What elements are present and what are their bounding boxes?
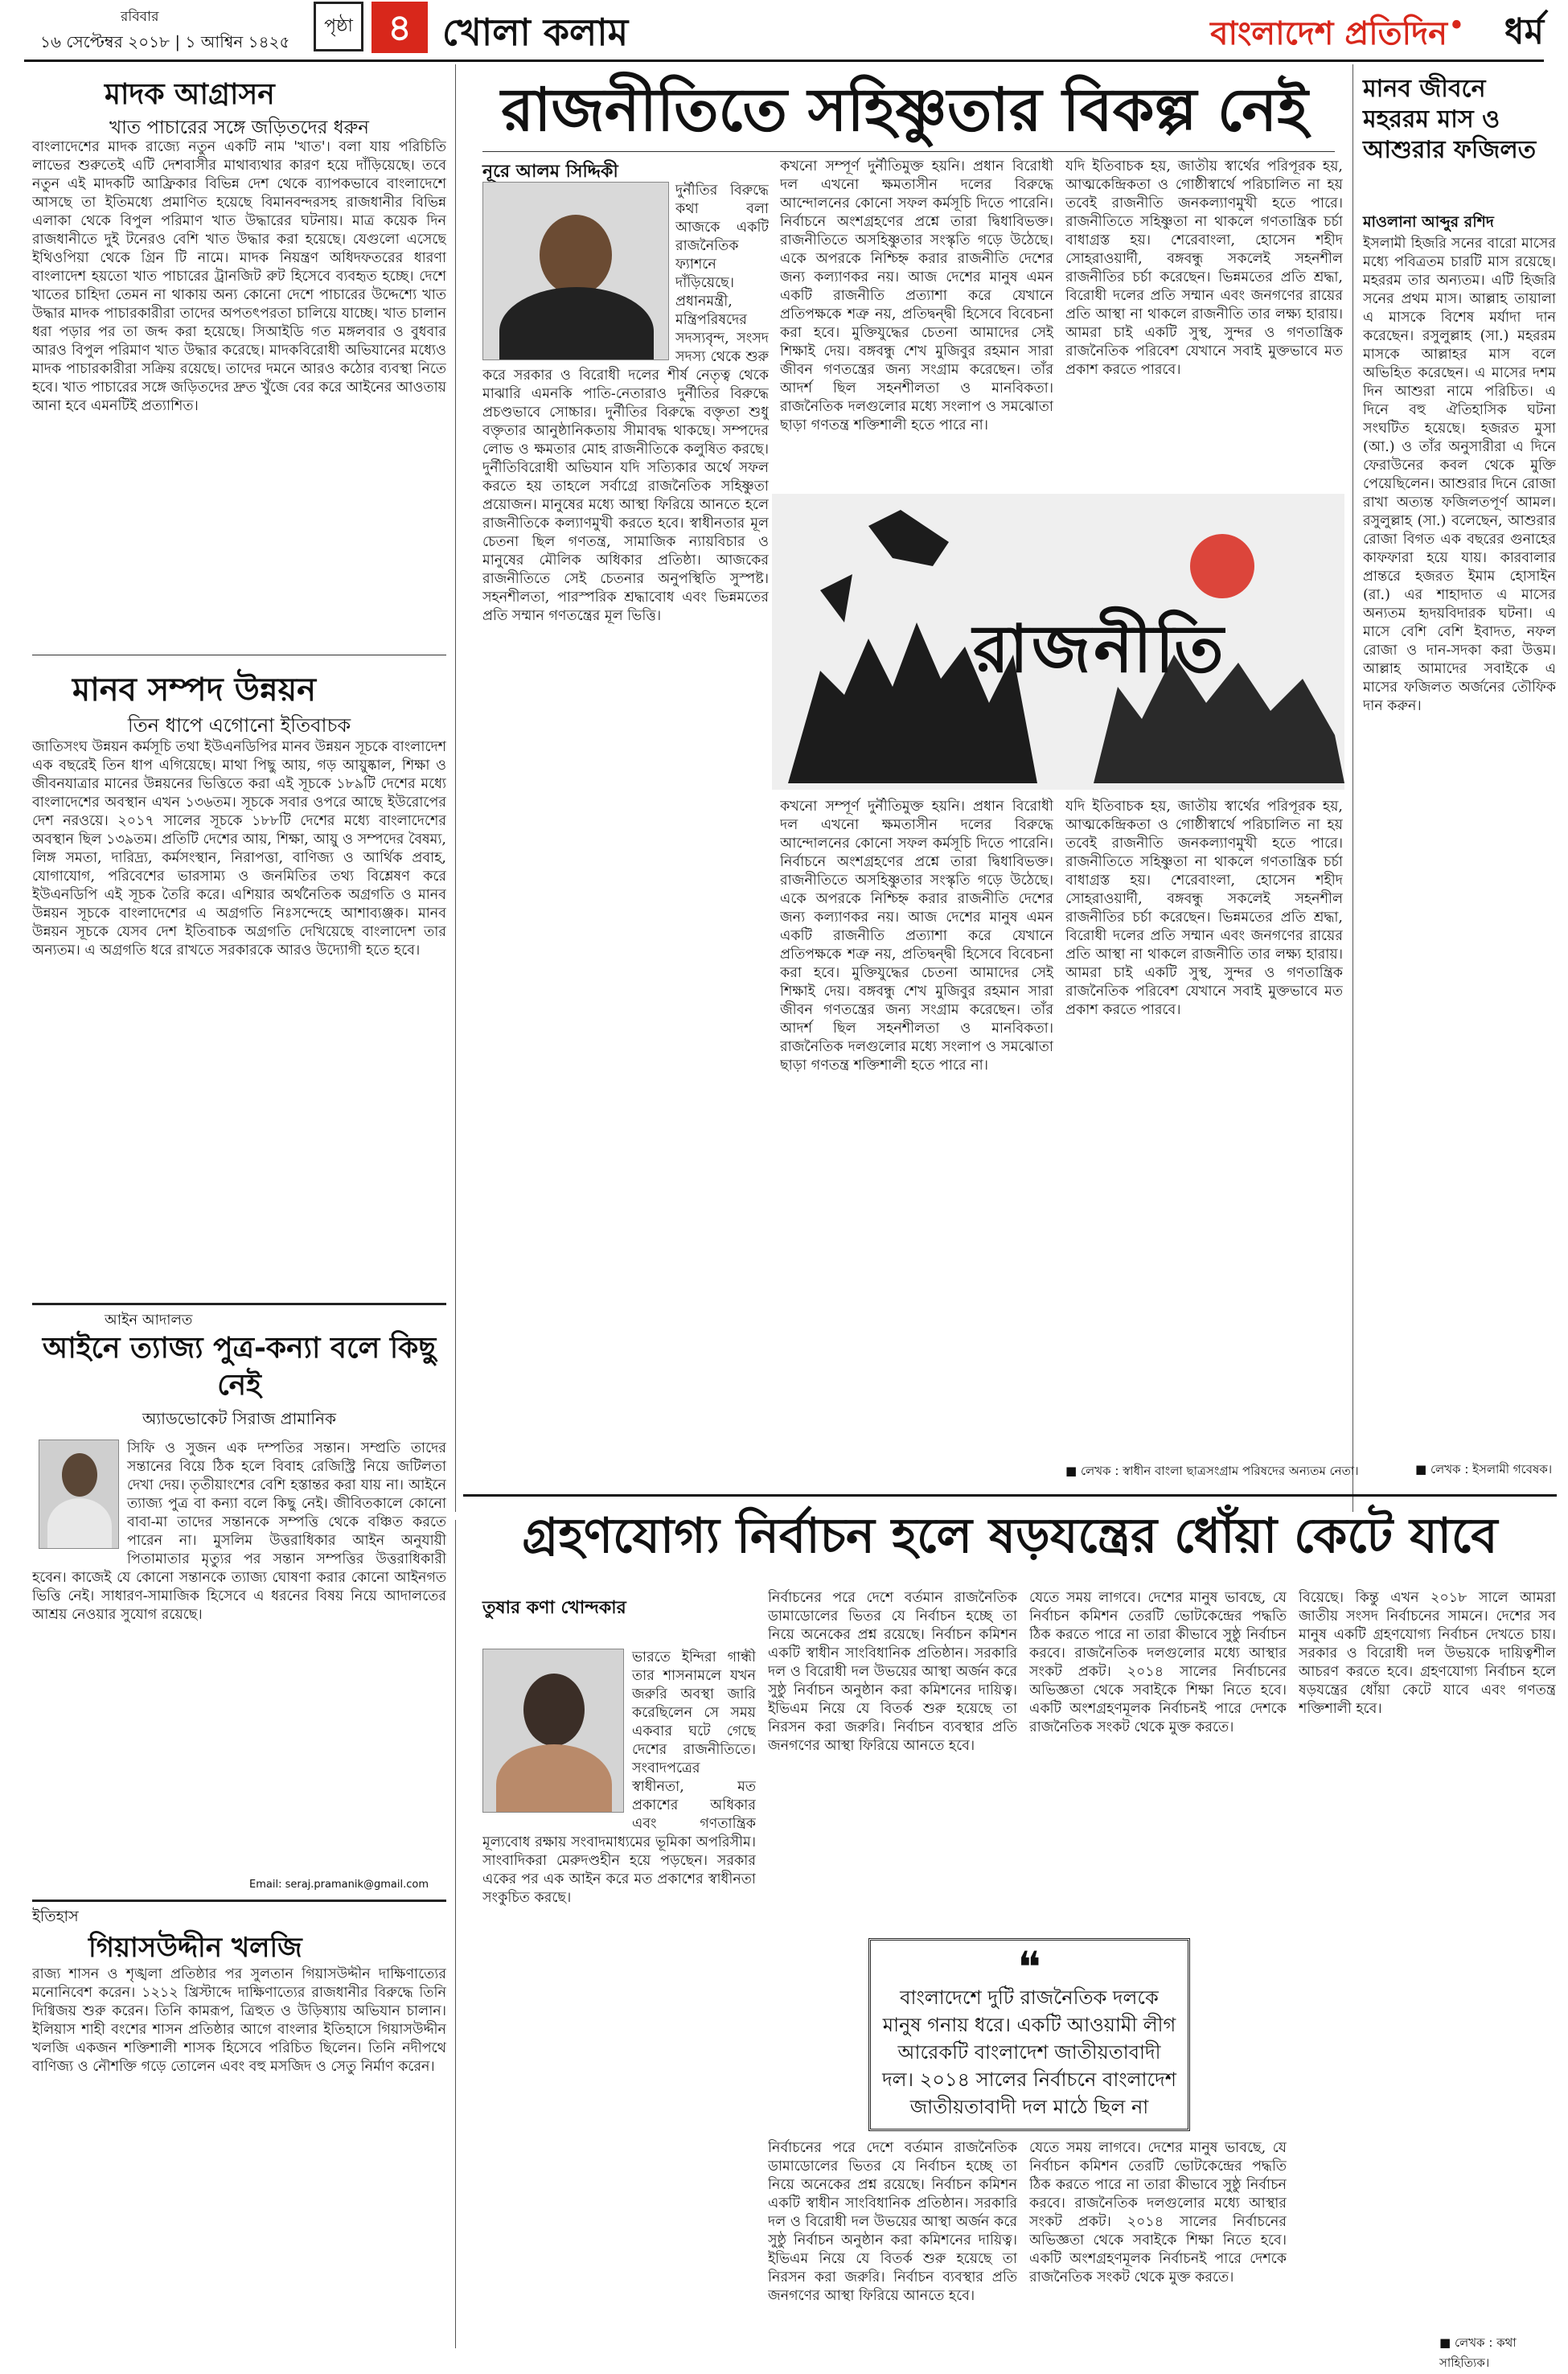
author-email: Email: seraj.pramanik@gmail.com xyxy=(249,1879,429,1891)
editorial-1-body: বাংলাদেশের মাদক রাজ্যে নতুন একটি নাম 'খাত'। বলা যায় পরিচিতি লাভের শুরুতেই এটি দেশবাসীর মাথাব্যথার কারণ হয়ে দাঁড়িয়েছে। তবে নতুন এই মাদকটি আফ্রিকার বিভিন্ন দেশ থেকে ব্যাপকভাবে বাংলাদেশে আসছে তা ইতিমধ্যে প্রমাণিত হয়েছে বিমানবন্দরসহ রাজধানীর বিভিন্ন এলাকা থেকে বিপুল পরিমাণ খাত উদ্ধারের ঘটনায়। মাত্র কয়েক দিন রাজধানীতে দুই টনেরও বেশি খাত উদ্ধার করা হয়েছে। যেগুলো এসেছে ইথিওপিয়া থেকে গ্রিন টি নামে। মাদক নিয়ন্ত্রণ অধিদফতরের ধারণা বাংলাদেশ হয়তো খাত পাচারের ট্রানজিট রুট হিসেবে ব্যবহৃত হচ্ছে। দেশে খাতের চাহিদা তেমন না থাকায় অন্য কোনো দেশে পাচারের উদ্দেশ্যে খাত উদ্ধার মাদক পাচারকারীরা তাদের অপতৎপরতা চালিয়ে যাচ্ছে। খাত চালান ধরা পড়ার পর তা জব্দ করা হয়েছে। সিআইডি গত মঙ্গলবার ও বুধবার আরও বিপুল পরিমাণ খাত উদ্ধার করেছে। মাদকবিরোধী অভিযানের মধ্যেও মাদক পাচারকারীরা সক্রিয় রয়েছে। তাদের দমনে আরও কঠোর ব্যবস্থা নিতে হবে। খাত পাচারের সঙ্গে জড়িতদের দ্রুত খুঁজে বের করে আইনের আওতায় আনা হবে এমনটিই প্রত্যাশিত। xyxy=(32,139,446,414)
kicker-law-text: আইন আদালত xyxy=(105,1312,193,1329)
second-article-title: গ্রহণযোগ্য নির্বাচন হলে ষড়যন্ত্রের ধোঁয়া কেটে যাবে xyxy=(522,1508,1498,1564)
pull-quote-text: বাংলাদেশে দুটি রাজনৈতিক দলকে মানুষ গনায় ধরে। একটি আওয়ামী লীগ আরেকটি বাংলাদেশ জাতীয়তাবাদী দল। ২০১৪ সালের নির্বাচনে বাংলাদেশ জাতীয়তাবাদী দল মাঠে ছিল না xyxy=(882,1986,1176,2118)
editorial-2-subtitle: তিন ধাপে এগোনো ইতিবাচক xyxy=(127,714,351,737)
second-article-col1 xyxy=(482,1649,756,2342)
header-date: ১৬ সেপ্টেম্বর ২০১৮ | ১ আশ্বিন ১৪২৫ xyxy=(40,32,290,51)
illustration-text: রাজনীতি xyxy=(973,611,1227,688)
editorial-1-subtitle: খাত পাচারের সঙ্গে জড়িতদের ধরুন xyxy=(109,117,369,138)
section-name: খোলা কলাম xyxy=(442,10,629,54)
left-column-rule xyxy=(455,64,456,1512)
header-rule xyxy=(24,60,1544,62)
brand-separator: • xyxy=(1447,10,1465,43)
second-article-col4: বিয়েছে। কিন্তু এখন ২০১৮ সালে আমরা জাতীয় সংসদ নির্বাচনের সামনে। দেশের সব মানুষ একটি গ্রহণযোগ্য নির্বাচন দেখতে চায়। সরকার ও বিরোধী দল উভয়কে দায়িত্বশীল আচরণ করতে হবে। গ্রহণযোগ্য নির্বাচন হলে ষড়যন্ত্রের ধোঁয়া কেটে যাবে এবং গণতন্ত্র শক্তিশালী হবে। xyxy=(1299,1590,1556,1717)
law-article-author: অ্যাডভোকেট সিরাজ প্রামানিক xyxy=(142,1409,336,1428)
history-article-body: রাজ্য শাসন ও শৃঙ্খলা প্রতিষ্ঠার পর সুলতান গিয়াসউদ্দীন দাক্ষিণাত্যের মনোনিবেশ করেন। ১২১২ খ্রিস্টাব্দে দাক্ষিণাত্যের রাজধানীর বিরুদ্ধে তিনি দিগ্বিজয় শুরু করেন। তিনি কামরূপ, ত্রিহুত ও উড়িষ্যায় অভিযান চালান। ইলিয়াস শাহী বংশের শাসন প্রতিষ্ঠার আগে বাংলার ইতিহাসে গিয়াসউদ্দীন খলজি একজন শক্তিশালী শাসক হিসেবে পরিচিত ছিলেন। তিনি নদীপথে বাণিজ্য ও নৌশক্তি গড়ে তোলেন এবং বহু মসজিদ ও সেতু নির্মাণ করেন। xyxy=(32,1966,446,2075)
editorial-2-body: জাতিসংঘ উন্নয়ন কর্মসূচি তথা ইউএনডিপির মানব উন্নয়ন সূচকে বাংলাদেশ এক বছরেই তিন ধাপ এগিয়েছে। মাথা পিছু আয়, গড় আয়ুষ্কাল, শিক্ষা ও জীবনযাত্রার মানের উন্নয়নের ভিত্তিতে করা এই সূচকে ১৮৯টি দেশের মধ্যে বাংলাদেশের অবস্থান এখন ১৩৬তম। সূচকে সবার ওপরে আছে ইউরোপের দেশ নরওয়ে। ২০১৭ সালের সূচকে ১৮৮টি দেশের মধ্যে বাংলাদেশের অবস্থান ছিল ১৩৯তম। প্রতিটি দেশের আয়, শিক্ষা, আয়ু ও সম্পদের বৈষম্য, লিঙ্গ সমতা, দারিদ্র্য, কর্মসংস্থান, নিরাপত্তা, বাণিজ্য ও আর্থিক প্রবাহ, যোগাযোগ, পরিবেশের ভারসাম্য ও জনমিতির তথ্য বিশ্লেষণ করে ইউএনডিপি এই সূচক তৈরি করে। এশিয়ার অর্থনৈতিক অগ্রগতি ও মানব উন্নয়ন সূচকে বাংলাদেশের এ অগ্রগতি নিঃসন্দেহে আশাব্যঞ্জক। মানব উন্নয়ন সূচকে যেসব দেশ ইতিবাচক অগ্রগতি দেখিয়েছে বাংলাদেশ তার অন্যতম। এ অগ্রগতি ধরে রাখতে সরকারকে আরও উদ্যোগী হতে হবে। xyxy=(32,739,446,959)
second-article-col2-cont: নির্বাচনের পরে দেশে বর্তমান রাজনৈতিক ডামাডোলের ভিতর যে নির্বাচন হচ্ছে তা নিয়ে অনেকের প্রশ্ন রয়েছে। নির্বাচন কমিশন একটি স্বাধীন সাংবিধানিক প্রতিষ্ঠান। সরকারি দল ও বিরোধী দল উভয়ের আস্থা অর্জন করে সুষ্ঠু নির্বাচন অনুষ্ঠান করা কমিশনের দায়িত্ব। ইভিএম নিয়ে যে বিতর্ক শুরু হয়েছে তা নিরসন করা জরুরি। নির্বাচন ব্যবস্থার প্রতি জনগণের আস্থা ফিরিয়ে আনতে হবে। xyxy=(768,2140,1017,2304)
religion-article-body: ইসলামী হিজরি সনের বারো মাসের মধ্যে পবিত্রতম চারটি মাস রয়েছে। মহররম তার অন্যতম। এটি হিজরি সনের প্রথম মাস। আল্লাহ তায়ালা এ মাসকে বিশেষ মর্যাদা দান করেছেন। রসুলুল্লাহ (সা.) মহররম মাসকে আল্লাহর মাস বলে অভিহিত করেছেন। এ মাসের দশম দিন আশুরা নামে পরিচিত। এ দিনে বহু ঐতিহাসিক ঘটনা সংঘটিত হয়েছে। হজরত মুসা (আ.) ও তাঁর অনুসারীরা এ দিনে ফেরাউনের কবল থেকে মুক্তি পেয়েছিলেন। আশুরার দিনে রোজা রাখা অত্যন্ত ফজিলতপূর্ণ আমল। রসুলুল্লাহ (সা.) বলেছেন, আশুরার রোজা বিগত এক বছরের গুনাহের কাফফারা হয়ে যায়। কারবালার প্রান্তরে হজরত ইমাম হোসাইন (রা.) এর শাহাদাত এ মাসের অন্যতম হৃদয়বিদারক ঘটনা। এ মাসে বেশি বেশি ইবাদত, নফল রোজা ও দান-সদকা করা উত্তম। আল্লাহ আমাদের সবাইকে এ মাসের ফজিলত অর্জনের তৌফিক দান করুন। xyxy=(1363,236,1556,714)
kicker-history-text: ইতিহাস xyxy=(32,1908,79,1925)
law-article-text: সিফি ও সুজন এক দম্পতির সন্তান। সম্প্রতি তাদের সন্তানের বিয়ে ঠিক হলে বিবাহ রেজিস্ট্রি নিয়ে জটিলতা দেখা দেয়। তৃতীয়াংশের বেশি হস্তান্তর করা যায় না। আইনে ত্যাজ্য পুত্র বা কন্যা বলে কিছু নেই। জীবিতকালে কোনো বাবা-মা তাদের সন্তানকে সম্পত্তি থেকে বঞ্চিত করতে পারেন না। মুসলিম উত্তরাধিকার আইন অনুযায়ী পিতামাতার মৃত্যুর পর সন্তান সম্পত্তির উত্তরাধিকারী হবেন। কাজেই যে কোনো সন্তানকে ত্যাজ্য ঘোষণা করার কোনো আইনগত ভিত্তি নেই। সাধারণ-সামাজিক হিসেবে এ ধরনের বিষয় নিয়ে আদালতের আশ্রয় নেওয়ার সুযোগ রয়েছে। xyxy=(32,1440,446,1623)
second-article-col2: নির্বাচনের পরে দেশে বর্তমান রাজনৈতিক ডামাডোলের ভিতর যে নির্বাচন হচ্ছে তা নিয়ে অনেকের প্রশ্ন রয়েছে। নির্বাচন কমিশন একটি স্বাধীন সাংবিধানিক প্রতিষ্ঠান। সরকারি দল ও বিরোধী দল উভয়ের আস্থা অর্জন করে সুষ্ঠু নির্বাচন অনুষ্ঠান করা কমিশনের দায়িত্ব। ইভিএম নিয়ে যে বিতর্ক শুরু হয়েছে তা নিরসন করা জরুরি। নির্বাচন ব্যবস্থার প্রতি জনগণের আস্থা ফিরিয়ে আনতে হবে। xyxy=(768,1590,1017,1754)
politics-illustration xyxy=(772,494,1344,790)
religion-article-footnote: ■ লেখক : ইসলামী গবেষক। xyxy=(1415,1462,1553,1477)
pull-quote xyxy=(868,1938,1190,2131)
history-article-title: গিয়াসউদ্দীন খলজি xyxy=(88,1932,302,1964)
religion-article-title: মানব জীবনে মহররম মাস ও আশুরার ফজিলত xyxy=(1363,75,1537,164)
editorial-1-title: মাদক আগ্রাসন xyxy=(105,78,275,111)
main-article-author: নূরে আলম সিদ্দিকী xyxy=(482,162,618,182)
law-article-body xyxy=(32,1440,446,1874)
main-article-col2: কখনো সম্পূর্ণ দুর্নীতিমুক্ত হয়নি। প্রধান বিরোধী দল এখনো ক্ষমতাসীন দলের বিরুদ্ধে আন্দোলনের কোনো সফল কর্মসূচি দিতে পারেনি। নির্বাচনে অংশগ্রহণের প্রশ্নে তারা দ্বিধাবিভক্ত। রাজনীতিতে অসহিষ্ণুতার সংস্কৃতি গড়ে উঠেছে। একে অপরকে নিশ্চিহ্ন করার রাজনীতি দেশের জন্য কল্যাণকর নয়। আজ দেশের মানুষ এমন একটি রাজনীতি প্রত্যাশা করে যেখানে প্রতিপক্ষকে শত্রু নয়, প্রতিদ্বন্দ্বী হিসেবে বিবেচনা করা হবে। মুক্তিযুদ্ধের চেতনা আমাদের সেই শিক্ষাই দেয়। বঙ্গবন্ধু শেখ মুজিবুর রহমান সারা জীবন গণতন্ত্রের জন্য সংগ্রাম করেছেন। তাঁর আদর্শ ছিল সহনশীলতা ও মানবিকতা। রাজনৈতিক দলগুলোর মধ্যে সংলাপ ও সমঝোতা ছাড়া গণতন্ত্র শক্তিশালী হতে পারে না। xyxy=(780,158,1053,433)
page-number: ৪ xyxy=(371,2,428,53)
main-article-col1-text: দুর্নীতির বিরুদ্ধে কথা বলা আজকে একটি রাজনৈতিক ফ্যাশনে দাঁড়িয়েছে। প্রধানমন্ত্রী, মন্ত্রিপরিষদের সদস্যবৃন্দ, সংসদ সদস্য থেকে শুরু করে সরকার ও বিরোধী দলের শীর্ষ নেতৃত্ব থেকে মাঝারি এমনকি পাতি-নেতারাও দুর্নীতির বিরুদ্ধে প্রচণ্ডভাবে সোচ্চার। দুর্নীতির বিরুদ্ধে বক্তৃতা শুধু বক্তৃতার আনুষ্ঠানিকতায় সীমাবদ্ধ থাকছে। সম্পদের লোভ ও ক্ষমতার মোহ রাজনীতিকে কলুষিত করছে। দুর্নীতিবিরোধী অভিযান যদি সত্যিকার অর্থে সফল করতে হয় তাহলে সর্বাগ্রে রাজনৈতিক সহিষ্ণুতা প্রয়োজন। মানুষের মধ্যে আস্থা ফিরিয়ে আনতে হলে রাজনীতিকে কল্যাণমুখী করতে হবে। স্বাধীনতার মূল চেতনা ছিল গণতন্ত্র, সামাজিক ন্যায়বিচার ও মানুষের মৌলিক অধিকার প্রতিষ্ঠা। আজকের রাজনীতিতে সেই চেতনার অনুপস্থিতি সুস্পষ্ট। সহনশীলতা, পারস্পরিক শ্রদ্ধাবোধ এবং ভিন্নমতের প্রতি সম্মান গণতন্ত্রের মূল ভিত্তি। xyxy=(482,183,769,624)
main-article-col2-cont: কখনো সম্পূর্ণ দুর্নীতিমুক্ত হয়নি। প্রধান বিরোধী দল এখনো ক্ষমতাসীন দলের বিরুদ্ধে আন্দোলনের কোনো সফল কর্মসূচি দিতে পারেনি। নির্বাচনে অংশগ্রহণের প্রশ্নে তারা দ্বিধাবিভক্ত। রাজনীতিতে অসহিষ্ণুতার সংস্কৃতি গড়ে উঠেছে। একে অপরকে নিশ্চিহ্ন করার রাজনীতি দেশের জন্য কল্যাণকর নয়। আজ দেশের মানুষ এমন একটি রাজনীতি প্রত্যাশা করে যেখানে প্রতিপক্ষকে শত্রু নয়, প্রতিদ্বন্দ্বী হিসেবে বিবেচনা করা হবে। মুক্তিযুদ্ধের চেতনা আমাদের সেই শিক্ষাই দেয়। বঙ্গবন্ধু শেখ মুজিবুর রহমান সারা জীবন গণতন্ত্রের জন্য সংগ্রাম করেছেন। তাঁর আদর্শ ছিল সহনশীলতা ও মানবিকতা। রাজনৈতিক দলগুলোর মধ্যে সংলাপ ও সমঝোতা ছাড়া গণতন্ত্র শক্তিশালী হতে পারে না। xyxy=(780,799,1053,1074)
page-header xyxy=(0,0,1568,60)
law-article-title: আইনে ত্যাজ্য পুত্র-কন্যা বলে কিছু নেই xyxy=(42,1332,437,1402)
second-article-col3: যেতে সময় লাগবে। দেশের মানুষ ভাবছে, যে নির্বাচন কমিশন তেরটি ভোটকেন্দ্রের পদ্ধতি ঠিক করতে পারে না তারা কীভাবে সুষ্ঠু নির্বাচন করবে। রাজনৈতিক দলগুলোর মধ্যে আস্থার সংকট প্রকট। ২০১৪ সালের নির্বাচনের অভিজ্ঞতা থেকে সবাইকে শিক্ষা নিতে হবে। একটি অংশগ্রহণমূলক নির্বাচনই পারে দেশকে রাজনৈতিক সংকট থেকে মুক্ত করতে। xyxy=(1029,1590,1287,1735)
page-tag: পৃষ্ঠা xyxy=(314,2,363,51)
second-article-author: তুষার কণা খোন্দকার xyxy=(482,1598,626,1618)
kicker-law xyxy=(32,1303,446,1333)
second-article-col1-text: ভারতে ইন্দিরা গান্ধী তার শাসনামলে যখন জরুরি অবস্থা জারি করেছিলেন সে সময় একবার ঘটে গেছে দেশের রাজনীতিতে। সংবাদপত্রের স্বাধীনতা, মত প্রকাশের অধিকার এবং গণতান্ত্রিক মূল্যবোধ রক্ষায় সংবাদমাধ্যমের ভূমিকা অপরিসীম। সাংবাদিকরা মেরুদণ্ডহীন হয়ে পড়ছেন। সরকার একের পর এক আইন করে মত প্রকাশের স্বাধীনতা সংকুচিত করছে। xyxy=(482,1649,756,1906)
main-article-title: রাজনীতিতে সহিষ্ণুতার বিকল্প নেই xyxy=(501,76,1308,145)
main-title-rule xyxy=(482,151,1335,152)
main-article-col1 xyxy=(482,182,769,1472)
newspaper-brand: বাংলাদেশ প্রতিদিন xyxy=(1210,15,1447,52)
editorial-2-title: মানব সম্পদ উন্নয়ন xyxy=(72,672,317,709)
header-day: রবিবার xyxy=(121,9,159,25)
second-article-col3-cont: যেতে সময় লাগবে। দেশের মানুষ ভাবছে, যে নির্বাচন কমিশন তেরটি ভোটকেন্দ্রের পদ্ধতি ঠিক করতে পারে না তারা কীভাবে সুষ্ঠু নির্বাচন করবে। রাজনৈতিক দলগুলোর মধ্যে আস্থার সংকট প্রকট। ২০১৪ সালের নির্বাচনের অভিজ্ঞতা থেকে সবাইকে শিক্ষা নিতে হবে। একটি অংশগ্রহণমূলক নির্বাচনই পারে দেশকে রাজনৈতিক সংকট থেকে মুক্ত করতে। xyxy=(1029,2140,1287,2286)
main-article-col3: যদি ইতিবাচক হয়, জাতীয় স্বার্থের পরিপূরক হয়, আত্মকেন্দ্রিকতা ও গোষ্ঠীস্বার্থে পরিচালিত না হয় তবেই রাজনীতি জনকল্যাণমুখী হতে পারে। রাজনীতিতে সহিষ্ণুতা না থাকলে গণতান্ত্রিক চর্চা বাধাগ্রস্ত হয়। শেরেবাংলা, হোসেন শহীদ সোহরাওয়ার্দী, বঙ্গবন্ধু সকলেই সহনশীল রাজনীতির চর্চা করেছেন। ভিন্নমতের প্রতি শ্রদ্ধা, বিরোধী দলের প্রতি সম্মান এবং জনগণের রায়ের প্রতি আস্থা না থাকলে রাজনীতি তার লক্ষ্য হারায়। আমরা চাই একটি সুস্থ, সুন্দর ও গণতান্ত্রিক রাজনৈতিক পরিবেশ যেখানে সবাই মুক্তভাবে মত প্রকাশ করতে পারবে। xyxy=(1065,158,1343,378)
quote-open-icon: ❝ xyxy=(1017,1942,1041,1993)
second-article-footnote: ■ লেখক : কথা সাহিত্যিক। xyxy=(1439,2335,1517,2370)
main-article-footnote: ■ লেখক : স্বাধীন বাংলা ছাত্রসংগ্রাম পরিষদের অন্যতম নেতা। xyxy=(1065,1464,1359,1478)
left-column-rule-lower xyxy=(455,1520,456,2348)
religion-article-author: মাওলানা আব্দুর রশিদ xyxy=(1363,213,1494,231)
second-article-top-rule xyxy=(463,1494,1557,1497)
brand-section: ধর্ম xyxy=(1504,11,1544,52)
main-article-col3-cont: যদি ইতিবাচক হয়, জাতীয় স্বার্থের পরিপূরক হয়, আত্মকেন্দ্রিকতা ও গোষ্ঠীস্বার্থে পরিচালিত না হয় তবেই রাজনীতি জনকল্যাণমুখী হতে পারে। রাজনীতিতে সহিষ্ণুতা না থাকলে গণতান্ত্রিক চর্চা বাধাগ্রস্ত হয়। শেরেবাংলা, হোসেন শহীদ সোহরাওয়ার্দী, বঙ্গবন্ধু সকলেই সহনশীল রাজনীতির চর্চা করেছেন। ভিন্নমতের প্রতি শ্রদ্ধা, বিরোধী দলের প্রতি সম্মান এবং জনগণের রায়ের প্রতি আস্থা না থাকলে রাজনীতি তার লক্ষ্য হারায়। আমরা চাই একটি সুস্থ, সুন্দর ও গণতান্ত্রিক রাজনৈতিক পরিবেশ যেখানে সবাই মুক্তভাবে মত প্রকাশ করতে পারবে। xyxy=(1065,799,1343,1018)
